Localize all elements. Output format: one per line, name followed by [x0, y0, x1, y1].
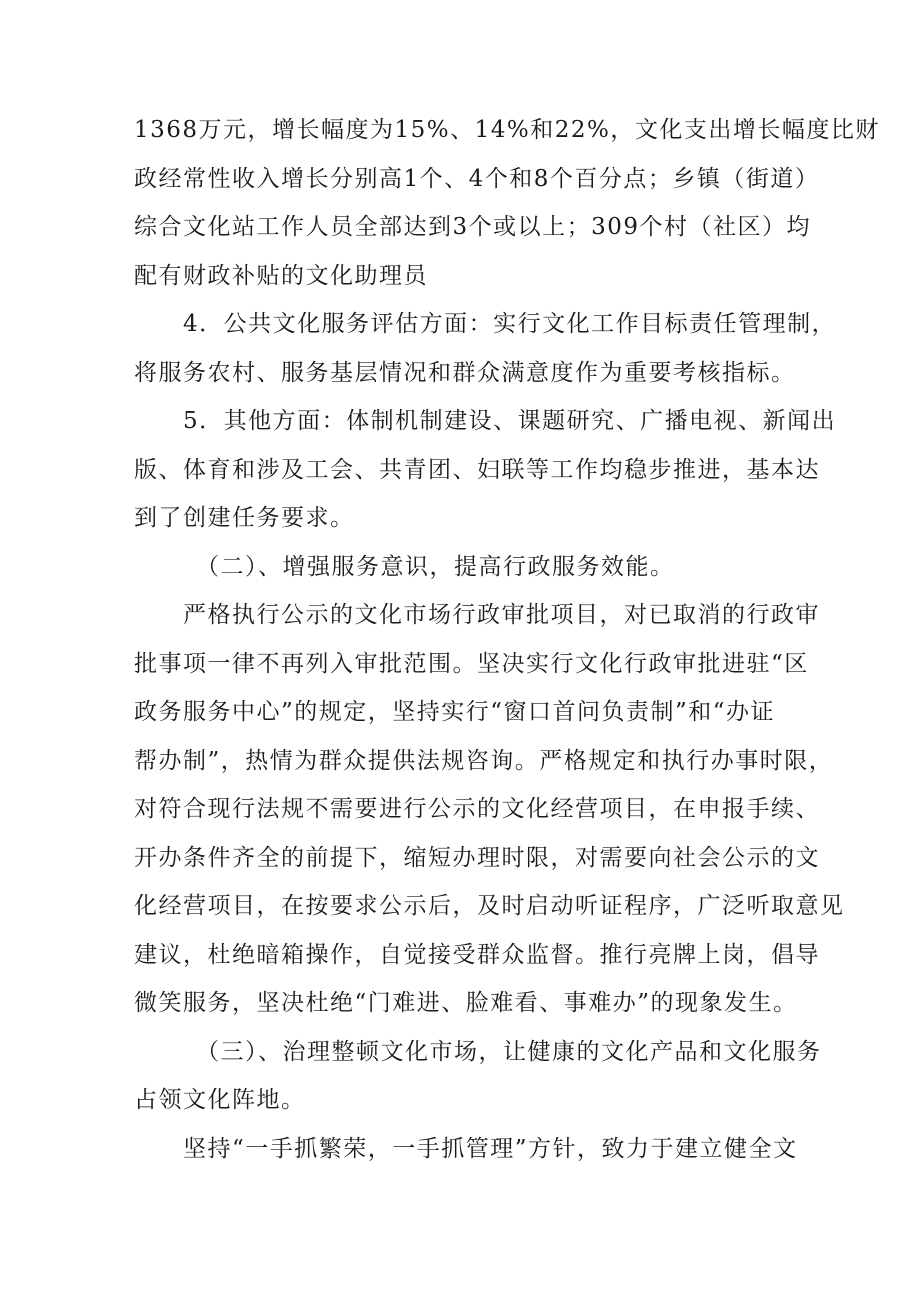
text-line: 版、体育和涉及工会、共青团、妇联等工作均稳步推进，基本达 — [134, 456, 820, 483]
text-line: 将服务农村、服务基层情况和群众满意度作为重要考核指标。 — [134, 359, 796, 386]
text-line: 开办条件齐全的前提下，缩短办理时限，对需要向社会公示的文 — [134, 844, 820, 871]
text-line: （二）、增强服务意识，提高行政服务效能。 — [134, 553, 675, 580]
text-line: 政务服务中心”的规定，坚持实行“窗口首问负责制”和“办证 — [134, 699, 776, 725]
text-line: 1368万元，增长幅度为15%、14%和22%，文化支出增长幅度比财 — [134, 117, 880, 143]
text-line: 坚持“一手抓繁荣，一手抓管理”方针，致力于建立健全文 — [134, 1135, 798, 1162]
text-line: 帮办制”，热情为群众提供法规咨询。严格规定和执行办事时限， — [134, 747, 834, 774]
text-line: 建议，杜绝暗箱操作，自觉接受群众监督。推行亮牌上岗，倡导 — [134, 941, 820, 968]
text-line: 占领文化阵地。 — [134, 1087, 306, 1113]
text-line: 4．公共文化服务评估方面：实行文化工作目标责任管理制， — [134, 311, 837, 337]
text-line: 微笑服务，坚决杜绝“门难进、脸难看、事难办”的现象发生。 — [134, 990, 798, 1016]
text-line: 配有财政补贴的文化助理员 — [134, 262, 428, 289]
text-line: 综合文化站工作人员全部达到3个或以上；309个村（社区）均 — [134, 214, 812, 240]
text-line: 对符合现行法规不需要进行公示的文化经营项目，在申报手续、 — [134, 796, 820, 822]
text-line: 到了创建任务要求。 — [134, 505, 355, 531]
text-line: 政经常性收入增长分别高1个、4个和8个百分点；乡镇（街道） — [134, 165, 820, 192]
text-line: 5．其他方面：体制机制建设、课题研究、广播电视、新闻出 — [134, 408, 837, 434]
text-line: 化经营项目，在按要求公示后，及时启动听证程序，广泛听取意见 — [134, 893, 845, 919]
text-line: 严格执行公示的文化市场行政审批项目，对已取消的行政审 — [134, 602, 820, 628]
text-line: （三）、治理整顿文化市场，让健康的文化产品和文化服务 — [134, 1038, 822, 1065]
document-body — [134, 106, 880, 1173]
text-line: 批事项一律不再列入审批范围。坚决实行文化行政审批进驻“区 — [134, 650, 809, 677]
